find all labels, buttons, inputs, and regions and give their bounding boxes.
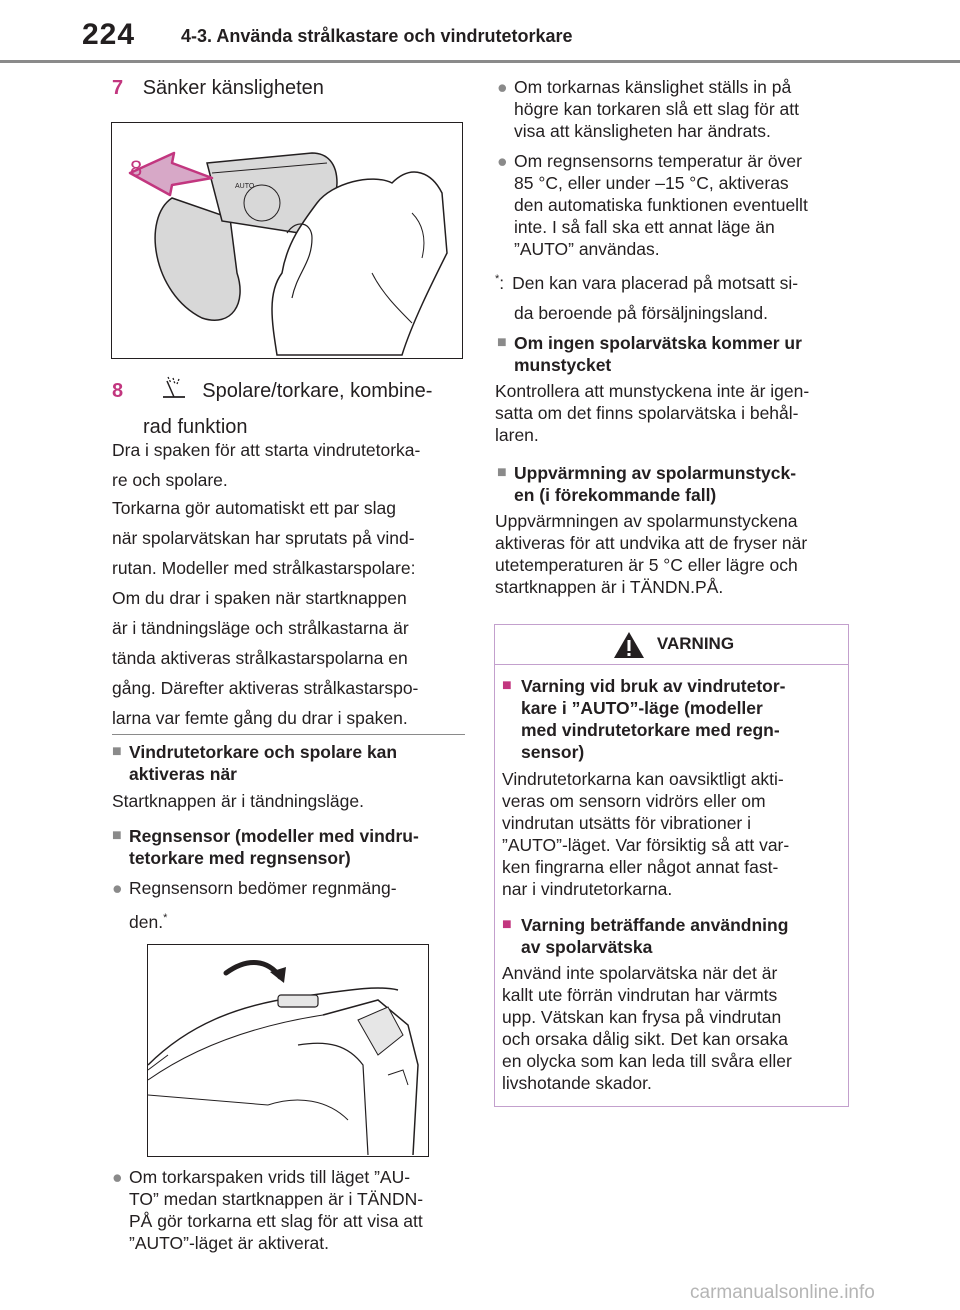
page-number: 224 <box>82 18 136 51</box>
footnote-colon: : <box>499 272 505 293</box>
section-divider <box>112 734 465 735</box>
item-8-label-line1: Spolare/torkare, kombine- <box>202 380 433 402</box>
text-line: en olycka som kan leda till svåra eller <box>502 1051 792 1071</box>
text-line: den. <box>129 911 164 932</box>
heading-line: Regnsensor (modeller med vindru- <box>129 826 419 846</box>
text-line: Kontrollera att munstyckena inte är igen- <box>495 381 810 401</box>
text-line: visa att känsligheten har ändrats. <box>514 121 771 141</box>
footnote-star: * <box>495 273 500 285</box>
item-7-label: Sänker känsligheten <box>142 77 324 99</box>
round-bullet-icon: ● <box>112 1167 123 1187</box>
item-8-number: 8 <box>112 380 124 402</box>
heading-line: med vindrutetorkare med regn- <box>521 720 780 740</box>
text-line: startknappen är i TÄNDN.PÅ. <box>495 577 724 597</box>
text-line: när spolarvätskan har sprutats på vind- <box>112 528 415 548</box>
text-line: Uppvärmningen av spolarmunstyckena <box>495 511 798 531</box>
text-line: PÅ gör torkarna ett slag för att visa att <box>129 1211 423 1231</box>
text-line: inte. I så fall ska ett annat läge än <box>514 217 775 237</box>
round-bullet-icon: ● <box>497 77 508 97</box>
text-line: och orsaka dålig sikt. Det kan orsaka <box>502 1029 788 1049</box>
washer-wiper-icon <box>159 375 189 401</box>
square-bullet-icon: ■ <box>112 827 122 844</box>
text-line: ”AUTO”-läget är aktiverat. <box>129 1233 330 1253</box>
round-bullet-icon: ● <box>112 878 123 898</box>
heading-line: Uppvärmning av spolarmunstyck- <box>514 463 797 483</box>
text-line: rutan. Modeller med strålkastarspolare: <box>112 558 416 578</box>
text-line: TO” medan startknappen är i TÄNDN- <box>129 1189 424 1209</box>
heading-line: Om ingen spolarvätska kommer ur <box>514 333 802 353</box>
paragraph-auto-wipe <box>112 493 472 733</box>
rain-sensor-bullet <box>112 873 472 937</box>
text-line: ”AUTO” användas. <box>514 239 660 259</box>
heading-line: aktiveras när <box>129 764 237 784</box>
car-windshield-illustration <box>148 945 427 1155</box>
text-line: re och spolare. <box>112 470 228 490</box>
section-heading-activation <box>112 741 472 785</box>
text-line: Regnsensorn bedömer regnmäng- <box>129 878 397 898</box>
warning-box <box>494 624 849 1107</box>
text-line: ken fingrarna eller något annat fast- <box>502 857 779 877</box>
round-bullet-icon: ● <box>497 151 508 171</box>
warning-heading-auto <box>502 675 842 763</box>
text-line: den automatiska funktionen eventuellt <box>514 195 808 215</box>
text-line: Om du drar i spaken när startknappen <box>112 588 407 608</box>
heading-line: en (i förekommande fall) <box>514 485 717 505</box>
section-heading-no-fluid <box>497 332 857 376</box>
square-bullet-icon: ■ <box>497 334 507 351</box>
text-line: Vindrutetorkarna kan oavsiktligt akti- <box>502 769 784 789</box>
heading-line: Varning beträffande användning <box>521 915 789 935</box>
item-8-label-line2: rad funktion <box>143 416 248 438</box>
text-line: ”AUTO”-läget. Var försiktig så att var- <box>502 835 790 855</box>
windshield-sensor-figure <box>147 944 429 1157</box>
section-heading-heating <box>497 462 857 506</box>
text-line: veras om sensorn vidrörs eller om <box>502 791 766 811</box>
lever-auto-text: AUTO <box>235 183 255 190</box>
heading-line: munstycket <box>514 355 612 375</box>
header-divider <box>0 60 960 63</box>
heading-line: Vindrutetorkare och spolare kan <box>129 742 398 762</box>
heading-line: Varning vid bruk av vindrutetor- <box>521 676 786 696</box>
text-line: gång. Därefter aktiveras strålkastarspo- <box>112 678 419 698</box>
text-line: tända aktiveras strålkastarspolarna en <box>112 648 408 668</box>
footnote-line1: Den kan vara placerad på motsatt si- <box>512 272 799 293</box>
text-line: Om torkarnas känslighet ställs in på <box>514 77 792 97</box>
text-line: Använd inte spolarvätska när det är <box>502 963 778 983</box>
text-line: laren. <box>495 425 539 445</box>
item-8 <box>112 375 472 442</box>
text-line: Torkarna gör automatiskt ett par slag <box>112 498 397 518</box>
warning-header <box>495 625 848 665</box>
text-line: kallt ute förrän vindrutan har värmts <box>502 985 778 1005</box>
heading-line: av spolarvätska <box>521 937 653 957</box>
sensitivity-bullet <box>497 76 857 142</box>
heading-line: sensor) <box>521 742 585 762</box>
chapter-title: 4-3. Använda strålkastare och vindrutetorkare <box>181 26 573 46</box>
square-bullet-icon: ■ <box>502 916 512 933</box>
text-line: Om regnsensorns temperatur är över <box>514 151 802 171</box>
watermark: carmanualsonline.info <box>690 1282 875 1303</box>
warning-text-fluid <box>502 962 842 1094</box>
text-line: 85 °C, eller under –15 °C, aktiveras <box>514 173 789 193</box>
item-7-number: 7 <box>112 77 124 99</box>
heating-text <box>495 510 857 598</box>
activation-text: Startknappen är i tändningsläge. <box>112 791 364 811</box>
heading-line: kare i ”AUTO”-läge (modeller <box>521 698 763 718</box>
square-bullet-icon: ■ <box>497 464 507 481</box>
warning-heading-fluid <box>502 914 842 958</box>
text-line: är i tändningsläge och strålkastarna är <box>112 618 409 638</box>
figure-callout-8: 8 <box>130 156 143 181</box>
warning-text-auto <box>502 768 842 900</box>
text-line: nar i vindrutetorkarna. <box>502 879 673 899</box>
temperature-bullet <box>497 150 857 260</box>
wiper-lever-figure <box>111 122 463 359</box>
heading-line: tetorkare med regnsensor) <box>129 848 351 868</box>
text-line: högre kan torkaren slå ett slag för att <box>514 99 800 119</box>
pull-arrow <box>130 153 212 195</box>
text-line: satta om det finns spolarvätska i behål- <box>495 403 799 423</box>
wiper-lever-illustration <box>112 123 461 357</box>
item-7 <box>112 75 324 101</box>
text-line: vindrutan utsätts för vibrationer i <box>502 813 752 833</box>
warning-title: VARNING <box>656 634 735 653</box>
text-line: Dra i spaken för att starta vindrutetorka- <box>112 440 421 460</box>
footnote-mark: * <box>163 912 168 924</box>
auto-mode-bullet <box>112 1166 472 1254</box>
text-line: aktiveras för att undvika att de fryser när <box>495 533 808 553</box>
square-bullet-icon: ■ <box>112 743 122 760</box>
section-heading-rain-sensor <box>112 825 472 869</box>
footnote <box>495 266 855 326</box>
text-line: utetemperaturen är 5 °C eller lägre och <box>495 555 798 575</box>
footnote-line2: da beroende på försäljningsland. <box>514 302 768 323</box>
square-bullet-icon: ■ <box>502 677 512 694</box>
paragraph-pull-lever <box>112 435 472 495</box>
text-line: livshotande skador. <box>502 1073 652 1093</box>
text-line: Om torkarspaken vrids till läget ”AU- <box>129 1167 411 1187</box>
text-line: larna var femte gång du drar i spaken. <box>112 708 408 728</box>
text-line: upp. Vätskan kan frysa på vindrutan <box>502 1007 782 1027</box>
no-fluid-text <box>495 380 857 446</box>
